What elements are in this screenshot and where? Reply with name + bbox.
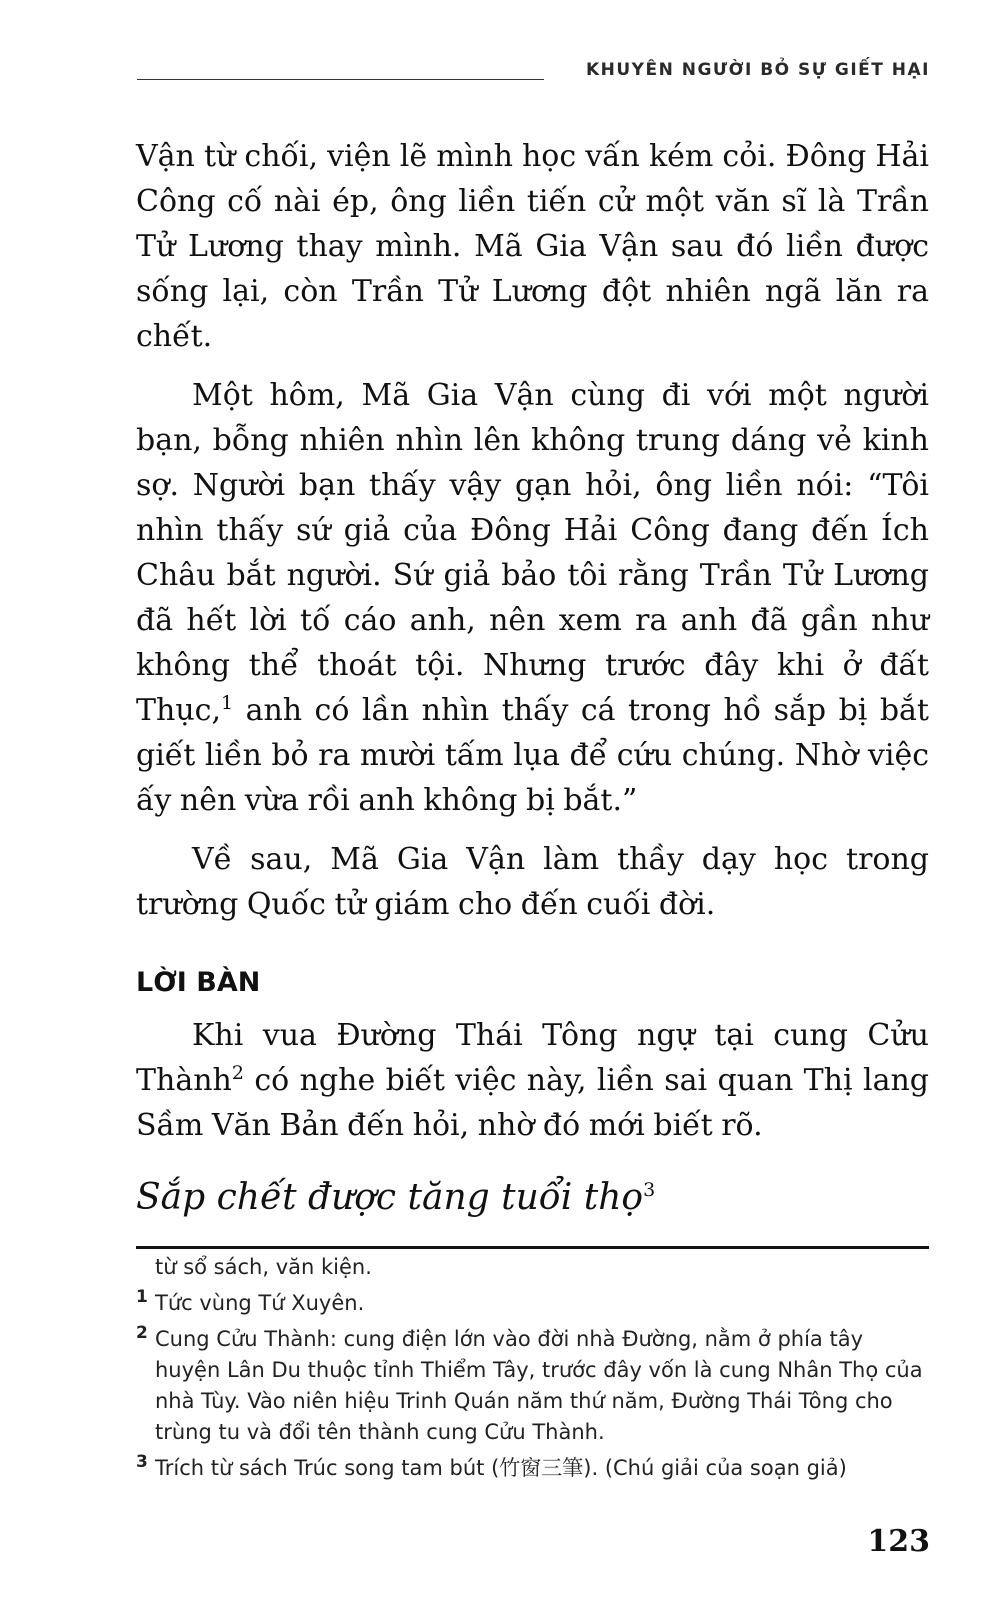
footnote-text: Tức vùng Tứ Xuyên. bbox=[155, 1291, 365, 1315]
main-text bbox=[136, 134, 929, 1222]
footnote-rule bbox=[136, 1246, 929, 1249]
paragraph-4 bbox=[136, 1013, 929, 1148]
footnote-text: Trích từ sách Trúc song tam bút (竹窗三筆). (Chú giải của soạn giả) bbox=[155, 1456, 847, 1480]
footnote-3 bbox=[136, 1453, 929, 1484]
footnote-continued bbox=[136, 1252, 929, 1283]
header-rule bbox=[137, 79, 544, 80]
footnote-1 bbox=[136, 1288, 929, 1319]
footnote-text: Cung Cửu Thành: cung điện lớn vào đời nhà Đường, nằm ở phía tây huyện Lân Du thuộc tỉnh Thiểm Tây, trước đây vốn là cung Nhân Thọ của nhà Tùy. Vào niên hiệu Trinh Quán năm thứ năm, Đường Thái Tông cho trùng tu và đổi tên thành cung Cửu Thành. bbox=[155, 1327, 923, 1444]
section-heading: LỜI BÀN bbox=[136, 967, 261, 998]
paragraph-4-text-a: Khi vua Đường Thái Tông ngự tại cung Cửu Thành bbox=[136, 1018, 929, 1098]
footnote-ref-3[interactable]: 3 bbox=[643, 1179, 656, 1201]
footnote-2 bbox=[136, 1324, 929, 1448]
footnote-number: 1 bbox=[136, 1287, 148, 1307]
footnote-number: 3 bbox=[136, 1452, 148, 1472]
paragraph-2-text-b: anh có lần nhìn thấy cá trong hồ sắp bị bắt giết liền bỏ ra mười tấm lụa để cứu chúng. Nhờ việc ấy nên vừa rồi anh không bị bắt.” bbox=[136, 693, 929, 818]
page-number: 123 bbox=[867, 1524, 930, 1559]
footnote-ref-2[interactable]: 2 bbox=[231, 1062, 244, 1084]
story-title bbox=[136, 1174, 929, 1222]
story-title-text: Sắp chết được tăng tuổi thọ bbox=[136, 1177, 644, 1218]
paragraph-2-text-a: Một hôm, Mã Gia Vận cùng đi với một người bạn, bỗng nhiên nhìn lên không trung dáng vẻ kinh sợ. Người bạn thấy vậy gạn hỏi, ông liền nói: “Tôi nhìn thấy sứ giả của Đông Hải Công đang đến Ích Châu bắt người. Sứ giả bảo tôi rằng Trần Tử Lương đã hết lời tố cáo anh, nên xem ra anh đã gần như không thể thoát tội. Nhưng trước đây khi ở đất Thục, bbox=[136, 378, 929, 728]
paragraph-2 bbox=[136, 373, 929, 823]
footnote-continued-text: từ sổ sách, văn kiện. bbox=[155, 1255, 372, 1279]
footnote-ref-1[interactable]: 1 bbox=[221, 692, 234, 714]
running-head: KHUYÊN NGƯỜI BỎ SỰ GIẾT HẠI bbox=[585, 60, 930, 80]
paragraph-3: Về sau, Mã Gia Vận làm thầy dạy học trong trường Quốc tử giám cho đến cuối đời. bbox=[136, 842, 929, 922]
footnotes bbox=[136, 1252, 929, 1489]
paragraph-4-text-b: có nghe biết việc này, liền sai quan Thị lang Sầm Văn Bản đến hỏi, nhờ đó mới biết rõ. bbox=[136, 1063, 929, 1143]
paragraph-1: Vận từ chối, viện lẽ mình học vấn kém cỏi. Đông Hải Công cố nài ép, ông liền tiến cử một văn sĩ là Trần Tử Lương thay mình. Mã Gia Vận sau đó liền được sống lại, còn Trần Tử Lương đột nhiên ngã lăn ra chết. bbox=[136, 139, 929, 354]
footnote-number: 2 bbox=[136, 1323, 148, 1343]
